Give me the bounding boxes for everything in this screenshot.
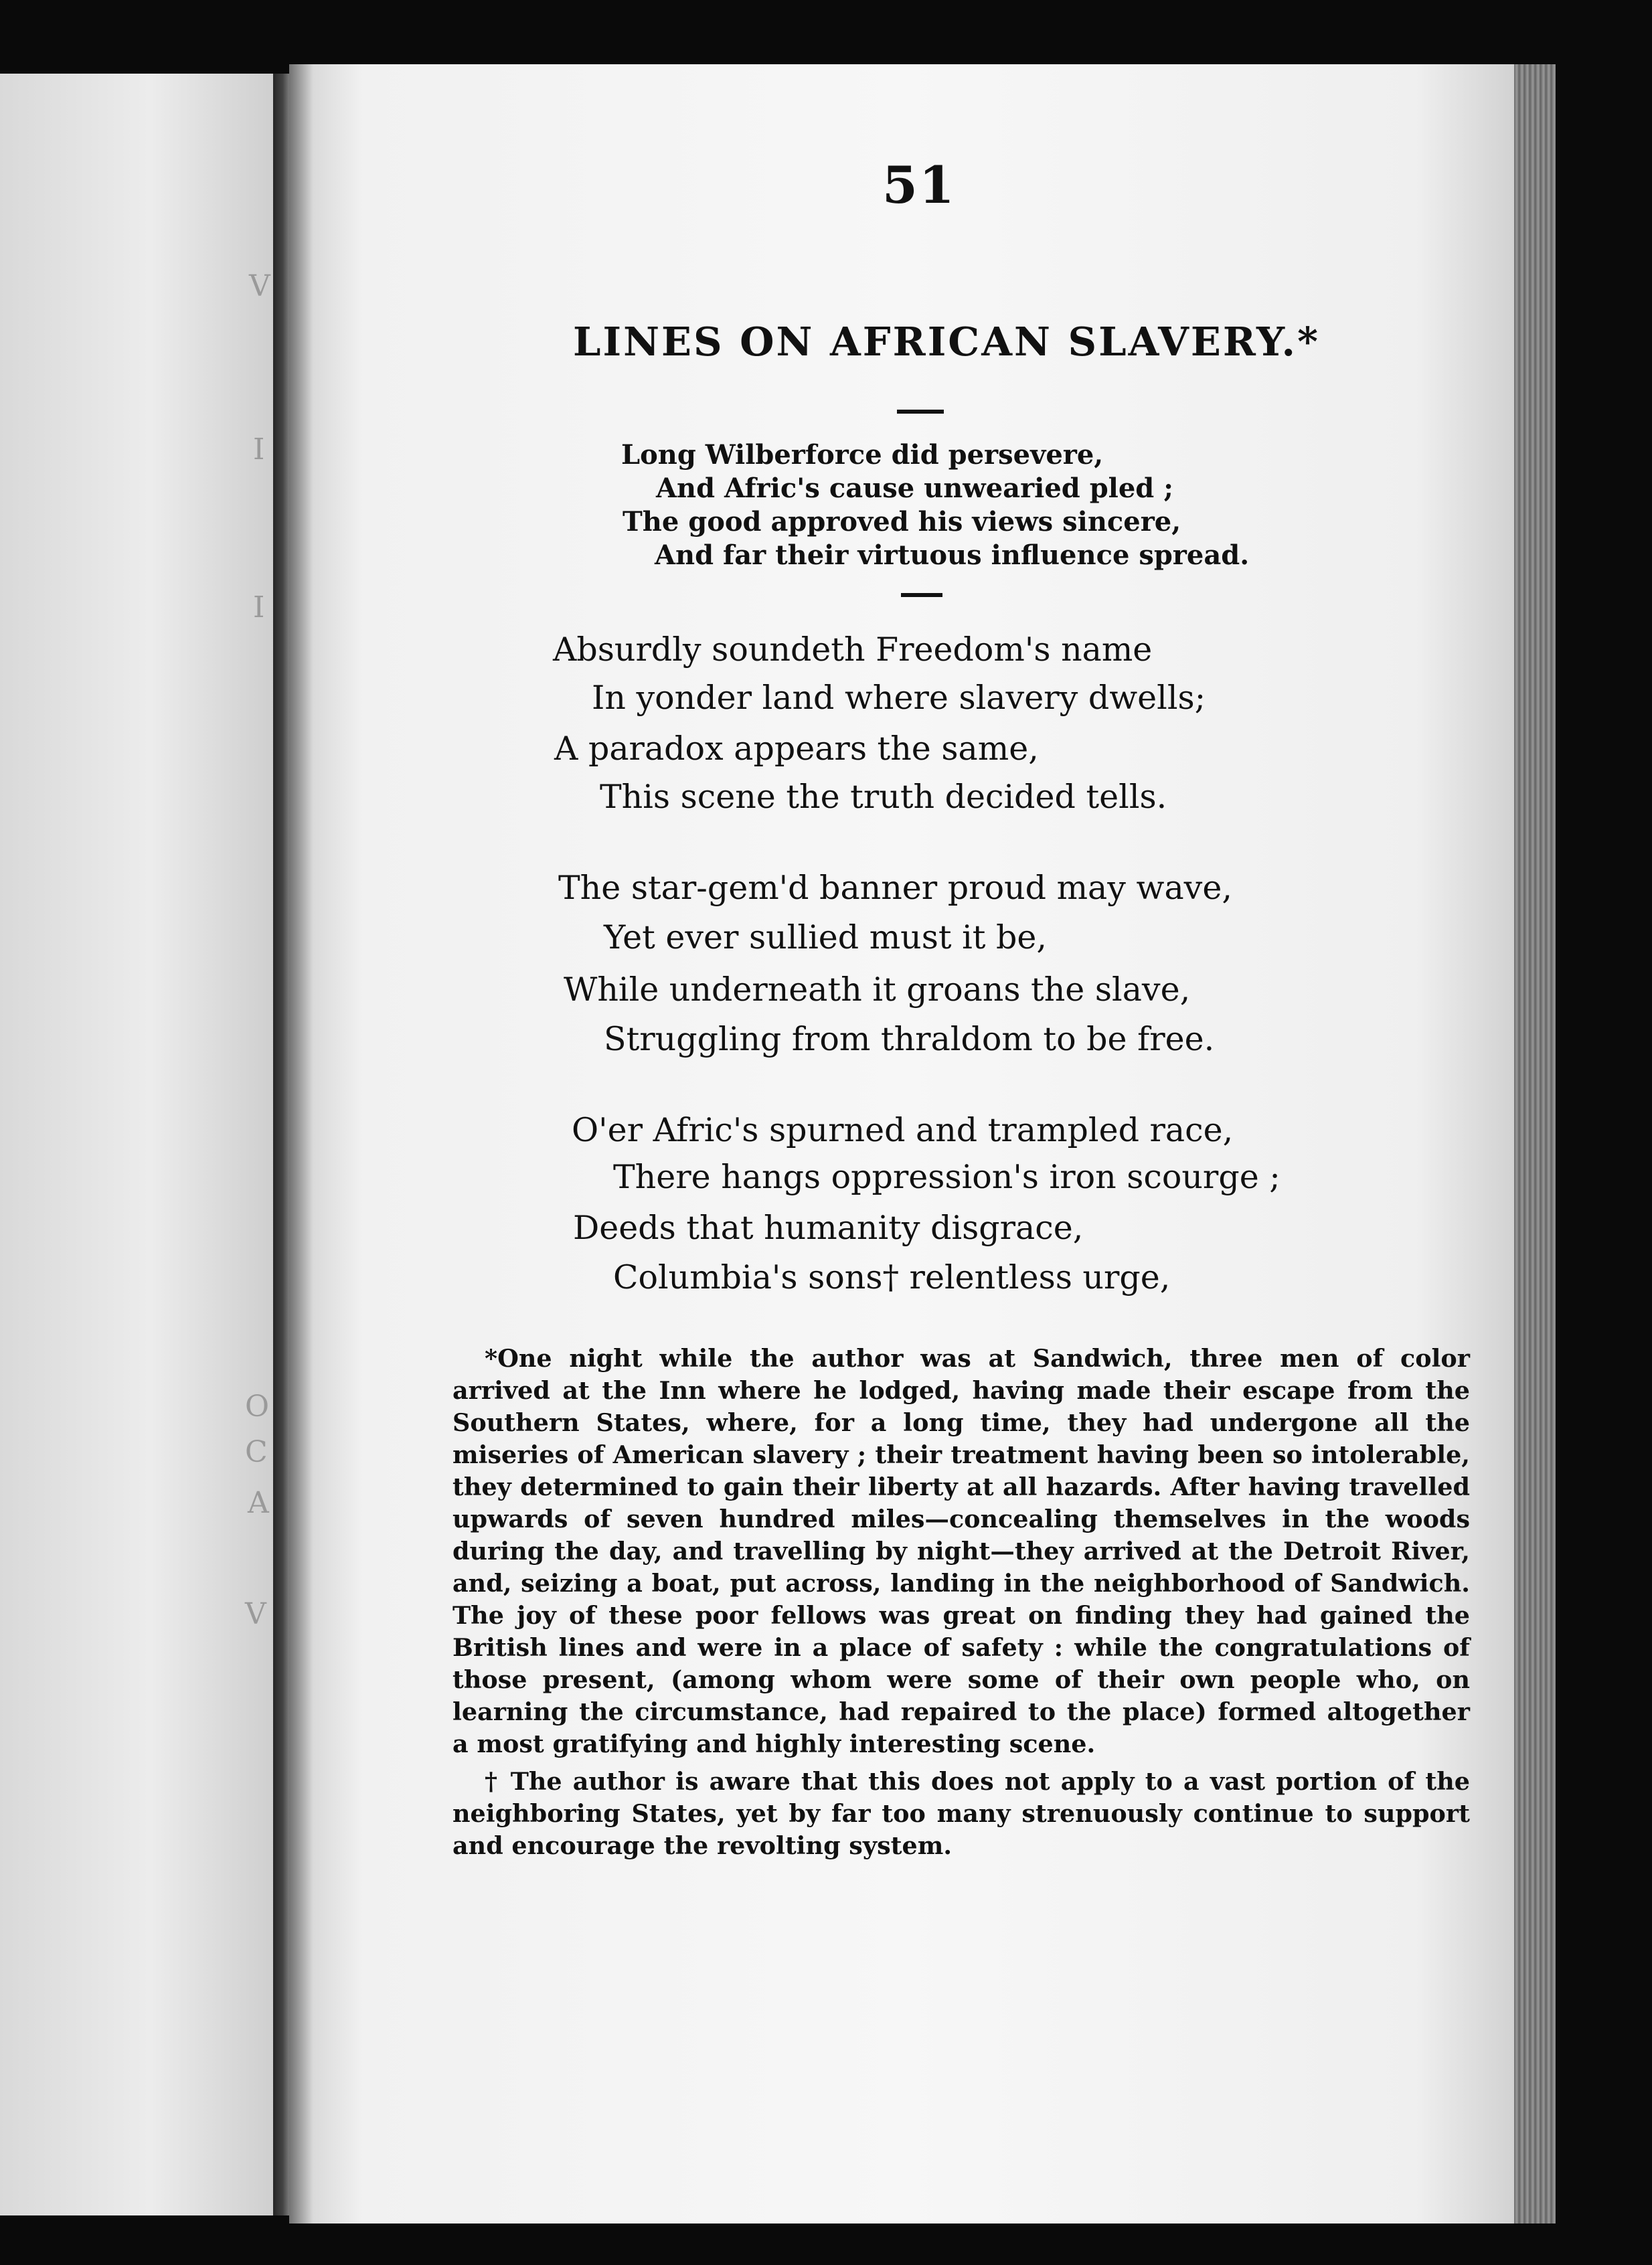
left-page-fragment: V bbox=[249, 269, 270, 303]
footnote-dagger: † The author is aware that this does not apply to a vast portion of the neighboring States, yet by far too many strenuously continue to support and encourage the revolting system. bbox=[452, 1767, 1470, 1860]
verse-line: Deeds that humanity disgrace, bbox=[573, 1209, 1084, 1247]
epigraph-line: Long Wilberforce did persevere, bbox=[621, 439, 1104, 471]
verse-line: While underneath it groans the slave, bbox=[564, 971, 1191, 1009]
left-page-fragment: A bbox=[248, 1486, 269, 1520]
verse-line: In yonder land where slavery dwells; bbox=[592, 679, 1206, 717]
epigraph-line: The good approved his views sincere, bbox=[623, 506, 1181, 537]
left-page-fragment: V bbox=[245, 1597, 266, 1631]
left-page-fragment: I bbox=[253, 590, 265, 624]
poem-title: LINES ON AFRICAN SLAVERY.* bbox=[573, 319, 1320, 365]
verse-line: There hangs oppression's iron scourge ; bbox=[613, 1158, 1281, 1196]
divider-rule bbox=[901, 593, 942, 597]
verse-line: O'er Afric's spurned and trampled race, bbox=[572, 1111, 1234, 1149]
footnotes bbox=[452, 1343, 1470, 1862]
left-page-fragment: I bbox=[253, 432, 265, 467]
verse-line: The star-gem'd banner proud may wave, bbox=[558, 869, 1232, 907]
footnote-asterisk: *One night while the author was at Sandwich, three men of color arrived at the Inn where he lodged, having made their escape from the Southern States, where, for a long time, they had undergone all the miseries of American slavery ; their treatment having been so intolerable, they determined to gain their liberty at all hazards. After having travelled upwards of seven hundred miles—concealing themselves in the woods during the day, and travelling by night—they arrived at the Detroit River, and, seizing a boat, put across, landing in the neighborhood of Sandwich. The joy of these poor fellows was great on finding they had gained the British lines and were in a place of safety : while the congratulations of those present, (among whom were some of their own people who, on learning the circumstance, had repaired to the place) formed altogether a most gratifying and highly interesting scene. bbox=[452, 1344, 1470, 1758]
left-page-fragment: O bbox=[245, 1390, 270, 1424]
verse-line: Columbia's sons† relentless urge, bbox=[613, 1258, 1171, 1296]
page-number: 51 bbox=[882, 155, 956, 215]
epigraph-line: And far their virtuous influence spread. bbox=[655, 539, 1250, 571]
divider-rule bbox=[897, 410, 944, 414]
verse-line: A paradox appears the same, bbox=[554, 730, 1039, 768]
verse-line: Struggling from thraldom to be free. bbox=[604, 1020, 1215, 1058]
epigraph-line: And Afric's cause unwearied pled ; bbox=[656, 473, 1173, 504]
verse-line: Absurdly soundeth Freedom's name bbox=[553, 631, 1153, 669]
left-page-fragment: C bbox=[245, 1435, 268, 1469]
verse-line: Yet ever sullied must it be, bbox=[604, 918, 1048, 956]
verse-line: This scene the truth decided tells. bbox=[600, 778, 1167, 816]
